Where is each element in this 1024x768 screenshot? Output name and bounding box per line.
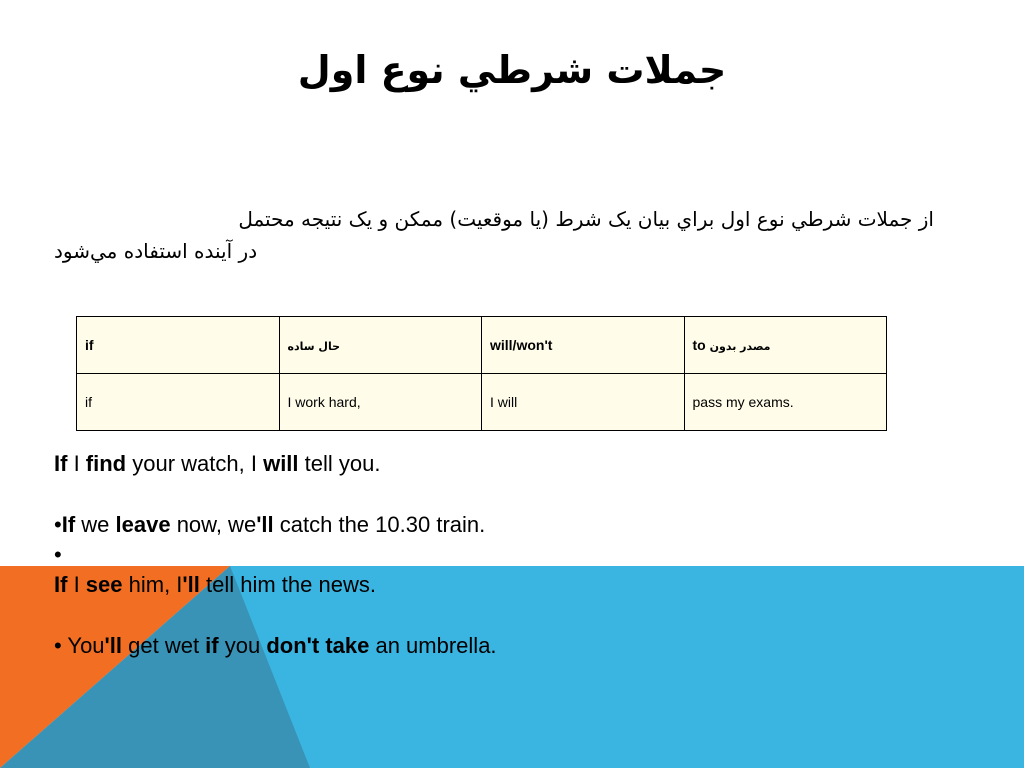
intro-paragraph	[54, 203, 934, 267]
table-cell: I work hard,	[279, 374, 482, 431]
header-cell-bare-infinitive	[684, 317, 887, 374]
header-bare-infinitive-label: مصدر بدون	[709, 340, 771, 353]
bullet: •	[54, 542, 62, 567]
word: don't take	[266, 633, 370, 658]
word: see	[85, 572, 123, 597]
word: we	[75, 512, 116, 537]
table-cell: pass my exams.	[684, 374, 887, 431]
word: an umbrella.	[369, 633, 497, 658]
table-cell: I will	[482, 374, 685, 431]
word: catch the 10.30 train.	[273, 512, 486, 537]
table-header-row	[77, 317, 887, 374]
word: 'll	[182, 572, 200, 597]
bullet: •	[54, 633, 68, 658]
empty-bullet-line	[54, 540, 954, 570]
word: find	[85, 451, 127, 476]
word: tell him the news.	[199, 572, 376, 597]
word: get wet	[122, 633, 206, 658]
header-cell-if: if	[77, 317, 280, 374]
word: If	[54, 451, 68, 476]
example-sentence-1	[54, 449, 954, 479]
word: will	[263, 451, 299, 476]
word: I	[67, 451, 86, 476]
header-present-simple-label: حال ساده	[287, 340, 341, 353]
example-sentence-4	[54, 631, 954, 661]
word: leave	[115, 512, 171, 537]
word: if	[205, 633, 219, 658]
intro-line-2: در آينده استفاده مي‌شود	[54, 239, 258, 263]
header-to-label: to	[692, 337, 706, 353]
table-row	[77, 374, 887, 431]
word: now, we	[170, 512, 257, 537]
header-cell-will: will/won't	[482, 317, 685, 374]
word: 'll	[256, 512, 274, 537]
slide-title: جملات شرطي نوع اول	[297, 48, 727, 92]
table-cell: if	[77, 374, 280, 431]
example-sentence-2	[54, 510, 954, 540]
word: tell you.	[298, 451, 381, 476]
example-sentence-3	[54, 570, 954, 600]
word: your watch, I	[126, 451, 264, 476]
word: you	[218, 633, 267, 658]
header-cell-present-simple	[279, 317, 482, 374]
word: You	[67, 633, 105, 658]
word: him, I	[122, 572, 183, 597]
word: 'll	[104, 633, 123, 658]
word: If	[54, 572, 68, 597]
example-sentences	[54, 449, 954, 661]
bullet: •	[54, 512, 62, 537]
structure-table	[76, 316, 887, 431]
word: I	[67, 572, 86, 597]
intro-line-1: از جملات شرطي نوع اول براي بيان يک شرط (يا موقعيت) ممکن و يک نتيجه محتمل	[238, 207, 934, 231]
word: If	[61, 512, 76, 537]
